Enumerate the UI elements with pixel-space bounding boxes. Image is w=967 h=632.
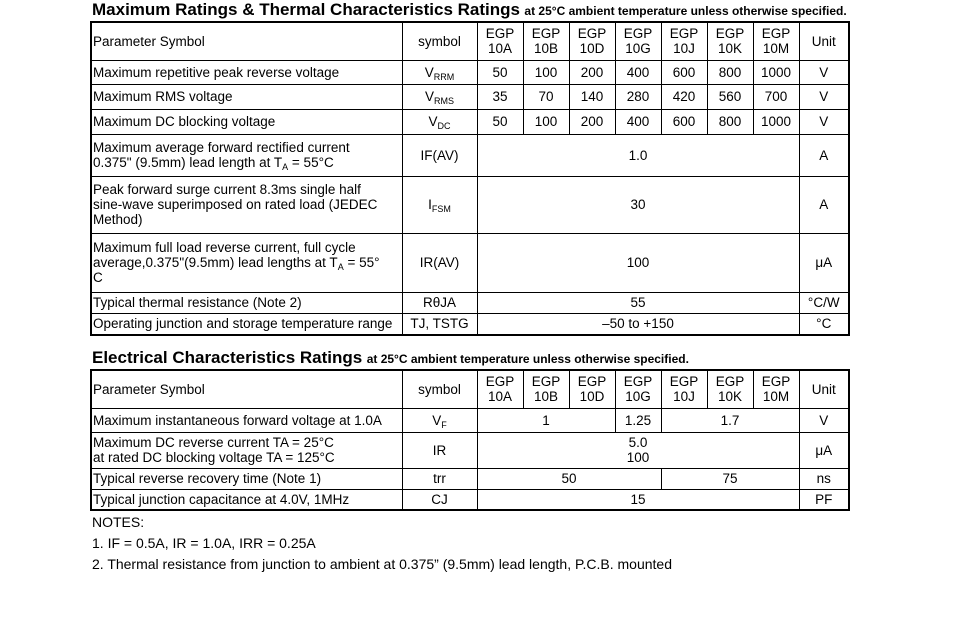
- unit-cell: V: [799, 60, 849, 84]
- max-ratings-subtitle: at 25°C ambient temperature unless otherwise specified.: [524, 4, 847, 18]
- notes-heading: NOTES:: [92, 514, 145, 530]
- value-cell: 1.7: [661, 408, 799, 432]
- param-cell: Peak forward surge current 8.3ms single half sine-wave superimposed on rated load (JEDEC Method): [91, 176, 402, 233]
- part-header: EGP 10K: [707, 22, 753, 60]
- part-header: EGP 10K: [707, 370, 753, 408]
- part-header: EGP 10B: [523, 370, 569, 408]
- value-cell: 280: [615, 84, 661, 109]
- symbol-cell: $V_{RMS}$: [402, 84, 477, 109]
- param-cell: Typical junction capacitance at 4.0V, 1MHz: [91, 489, 402, 510]
- symbol-cell: $I_{FSM}$: [402, 176, 477, 233]
- value-cell: 30: [477, 176, 799, 233]
- table-row-irav: [91, 233, 849, 292]
- part-header: EGP 10G: [615, 22, 661, 60]
- part-header: EGP 10J: [661, 370, 707, 408]
- symbol-cell: trr: [402, 468, 477, 489]
- unit-header: Unit: [799, 22, 849, 60]
- value-cell: 100: [523, 60, 569, 84]
- notes: [92, 512, 672, 575]
- value-cell: –50 to +150: [477, 313, 799, 335]
- value-cell: 1: [477, 408, 615, 432]
- param-cell: Maximum full load reverse current, full cycle average,0.375"(9.5mm) lead lengths at $T_A = 55^\circ$ C: [91, 233, 402, 292]
- electrical-title-line: [92, 348, 689, 368]
- value-cell: 50: [477, 109, 523, 134]
- unit-cell: A: [799, 134, 849, 176]
- param-cell: Maximum RMS voltage: [91, 84, 402, 109]
- value-cell: 55: [477, 292, 799, 313]
- symbol-header: symbol: [402, 370, 477, 408]
- electrical-title: Electrical Characteristics Ratings: [92, 348, 363, 367]
- param-cell: Maximum repetitive peak reverse voltage: [91, 60, 402, 84]
- value-cell: 100: [477, 233, 799, 292]
- value-cell: 700: [753, 84, 799, 109]
- table-row-vdc: [91, 109, 849, 134]
- param-cell: Typical thermal resistance (Note 2): [91, 292, 402, 313]
- unit-cell: V: [799, 84, 849, 109]
- param-cell: Maximum instantaneous forward voltage at 1.0A: [91, 408, 402, 432]
- value-cell: 400: [615, 60, 661, 84]
- electrical-table: [90, 369, 850, 511]
- symbol-cell: IF(AV): [402, 134, 477, 176]
- value-cell: 600: [661, 109, 707, 134]
- param-cell: Maximum DC reverse current TA = 25°C at rated DC blocking voltage TA = 125°C: [91, 432, 402, 468]
- symbol-cell: TJ, TSTG: [402, 313, 477, 335]
- symbol-cell: CJ: [402, 489, 477, 510]
- table-row-ifav: [91, 134, 849, 176]
- value-cell: 200: [569, 60, 615, 84]
- part-header: EGP 10B: [523, 22, 569, 60]
- param-cell: Maximum average forward rectified current 0.375" (9.5mm) lead length at $T_A = 55^\circ C$: [91, 134, 402, 176]
- value-cell: 35: [477, 84, 523, 109]
- table-row-ir: [91, 432, 849, 468]
- value-cell: 200: [569, 109, 615, 134]
- value-cell: 420: [661, 84, 707, 109]
- table-row-rthja: [91, 292, 849, 313]
- value-cell: 800: [707, 60, 753, 84]
- unit-cell: μA: [799, 233, 849, 292]
- symbol-header: symbol: [402, 22, 477, 60]
- value-cell: 1000: [753, 60, 799, 84]
- unit-cell: ns: [799, 468, 849, 489]
- value-cell: 1.0: [477, 134, 799, 176]
- max-ratings-title: Maximum Ratings & Thermal Characteristics Ratings: [92, 0, 520, 19]
- param-cell: Operating junction and storage temperature range: [91, 313, 402, 335]
- part-header: EGP 10M: [753, 22, 799, 60]
- table-row-tj: [91, 313, 849, 335]
- symbol-cell: IR: [402, 432, 477, 468]
- value-cell: 15: [477, 489, 799, 510]
- unit-cell: V: [799, 408, 849, 432]
- part-header: EGP 10D: [569, 370, 615, 408]
- param-cell: Typical reverse recovery time (Note 1): [91, 468, 402, 489]
- symbol-cell: RθJA: [402, 292, 477, 313]
- value-cell: 1000: [753, 109, 799, 134]
- table-row-vrms: [91, 84, 849, 109]
- part-header: EGP 10A: [477, 22, 523, 60]
- part-header: EGP 10G: [615, 370, 661, 408]
- part-header: EGP 10M: [753, 370, 799, 408]
- value-cell: 75: [661, 468, 799, 489]
- note-1: 1. IF = 0.5A, IR = 1.0A, IRR = 0.25A: [92, 535, 316, 551]
- value-cell: 600: [661, 60, 707, 84]
- header-row: [91, 22, 849, 60]
- part-header: EGP 10D: [569, 22, 615, 60]
- value-cell: 5.0 100: [477, 432, 799, 468]
- value-cell: 50: [477, 60, 523, 84]
- unit-cell: A: [799, 176, 849, 233]
- value-cell: 400: [615, 109, 661, 134]
- symbol-cell: IR(AV): [402, 233, 477, 292]
- max-ratings-title-line: [92, 0, 847, 20]
- table-row-ifsm: [91, 176, 849, 233]
- note-2: 2. Thermal resistance from junction to ambient at 0.375” (9.5mm) lead length, P.C.B. mounted: [92, 556, 672, 572]
- symbol-cell: $V_{RRM}$: [402, 60, 477, 84]
- value-cell: 50: [477, 468, 661, 489]
- value-cell: 70: [523, 84, 569, 109]
- max-ratings-table: [90, 21, 850, 336]
- part-header: EGP 10J: [661, 22, 707, 60]
- unit-cell: μA: [799, 432, 849, 468]
- part-header: EGP 10A: [477, 370, 523, 408]
- header-row: [91, 370, 849, 408]
- unit-cell: °C/W: [799, 292, 849, 313]
- param-header: Parameter Symbol: [91, 370, 402, 408]
- unit-cell: °C: [799, 313, 849, 335]
- value-cell: 800: [707, 109, 753, 134]
- value-cell: 560: [707, 84, 753, 109]
- table-row-trr: [91, 468, 849, 489]
- table-row-vrrm: [91, 60, 849, 84]
- unit-cell: PF: [799, 489, 849, 510]
- value-cell: 1.25: [615, 408, 661, 432]
- param-cell: Maximum DC blocking voltage: [91, 109, 402, 134]
- unit-cell: V: [799, 109, 849, 134]
- unit-header: Unit: [799, 370, 849, 408]
- symbol-cell: $V_F$: [402, 408, 477, 432]
- symbol-cell: $V_{DC}$: [402, 109, 477, 134]
- electrical-subtitle: at 25°C ambient temperature unless otherwise specified.: [366, 352, 689, 366]
- value-cell: 100: [523, 109, 569, 134]
- table-row-vf: [91, 408, 849, 432]
- table-row-cj: [91, 489, 849, 510]
- param-header: Parameter Symbol: [91, 22, 402, 60]
- value-cell: 140: [569, 84, 615, 109]
